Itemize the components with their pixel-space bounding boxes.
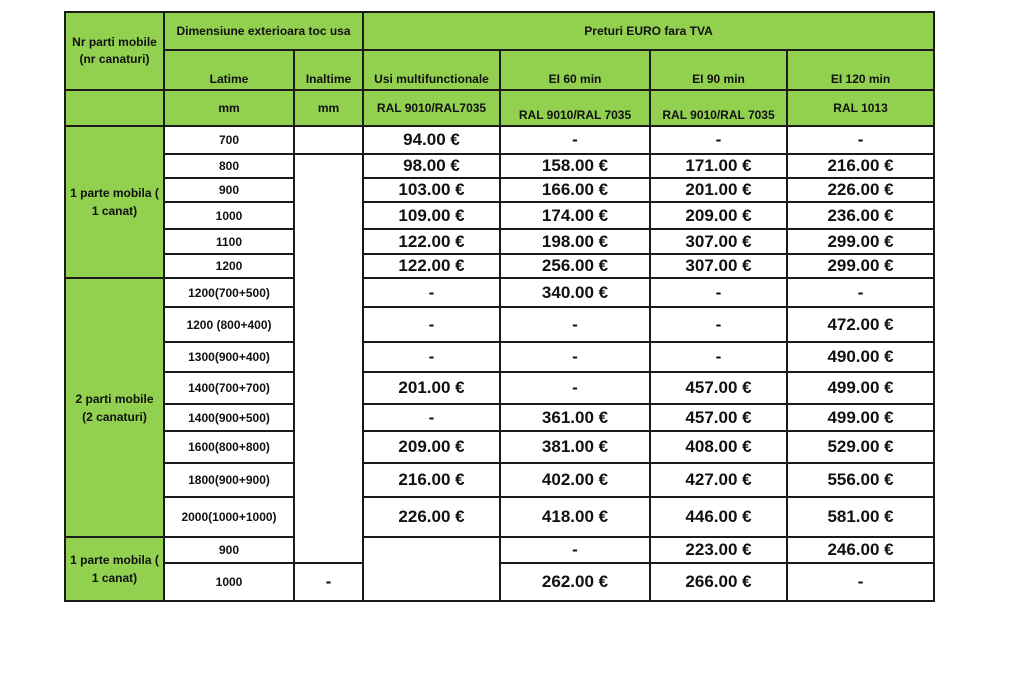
width-cell: 1000 <box>164 202 294 229</box>
price-ei120: - <box>787 126 934 154</box>
price-ei120: 236.00 € <box>787 202 934 229</box>
price-multi: - <box>363 404 500 431</box>
price-ei120: 226.00 € <box>787 178 934 202</box>
price-multi: 94.00 € <box>363 126 500 154</box>
group-label: 1 parte mobila ( 1 canat) <box>65 537 164 601</box>
header-ei60: EI 60 min <box>500 50 650 90</box>
price-ei90: - <box>650 342 787 372</box>
price-ei120: 299.00 € <box>787 229 934 254</box>
table-row <box>65 563 934 601</box>
price-table <box>64 11 935 602</box>
price-ei90: - <box>650 278 787 307</box>
group-label: 1 parte mobila ( 1 canat) <box>65 126 164 278</box>
price-ei120: 299.00 € <box>787 254 934 278</box>
table-row <box>65 404 934 431</box>
table-row <box>65 537 934 563</box>
table-row <box>65 431 934 463</box>
price-ei60: 166.00 € <box>500 178 650 202</box>
price-multi: 103.00 € <box>363 178 500 202</box>
price-ei90: - <box>650 126 787 154</box>
price-ei60: - <box>500 307 650 342</box>
width-cell: 1300(900+400) <box>164 342 294 372</box>
table-row <box>65 178 934 202</box>
price-ei60: 223.00 € <box>650 537 787 563</box>
price-ei90: 307.00 € <box>650 229 787 254</box>
width-cell: 1100 <box>164 229 294 254</box>
price-ei90: 266.00 € <box>650 563 787 601</box>
price-ei90: 209.00 € <box>650 202 787 229</box>
ral-ei90: RAL 9010/RAL 7035 <box>650 90 787 126</box>
price-ei90: 246.00 € <box>787 537 934 563</box>
price-ei60: - <box>500 342 650 372</box>
price-ei120: 472.00 € <box>787 307 934 342</box>
header-nr-parti: Nr parti mobile (nr canaturi) <box>65 12 164 90</box>
price-multi: - <box>363 342 500 372</box>
price-multi: - <box>500 537 650 563</box>
ral-ei60: RAL 9010/RAL 7035 <box>500 90 650 126</box>
price-ei120: 581.00 € <box>787 497 934 537</box>
width-cell: 1000 <box>164 563 294 601</box>
height-cell <box>363 537 500 601</box>
price-ei90: 307.00 € <box>650 254 787 278</box>
price-ei60: 174.00 € <box>500 202 650 229</box>
width-cell: 800 <box>164 154 294 178</box>
price-ei60: 256.00 € <box>500 254 650 278</box>
price-ei90: 201.00 € <box>650 178 787 202</box>
height-cell-empty <box>294 126 363 154</box>
width-cell: 1600(800+800) <box>164 431 294 463</box>
width-cell: 700 <box>164 126 294 154</box>
price-ei90: 446.00 € <box>650 497 787 537</box>
table-row <box>65 154 934 178</box>
price-ei90: 171.00 € <box>650 154 787 178</box>
width-cell: 900 <box>164 178 294 202</box>
width-cell: 1400(900+500) <box>164 404 294 431</box>
price-ei60: - <box>500 372 650 404</box>
price-multi: 201.00 € <box>363 372 500 404</box>
table-row <box>65 342 934 372</box>
table-row <box>65 278 934 307</box>
price-ei120: 499.00 € <box>787 372 934 404</box>
header-ei120: EI 120 min <box>787 50 934 90</box>
price-ei90: 457.00 € <box>650 372 787 404</box>
price-ei60: 262.00 € <box>500 563 650 601</box>
price-multi: 109.00 € <box>363 202 500 229</box>
price-multi: 122.00 € <box>363 254 500 278</box>
ral-multi: RAL 9010/RAL7035 <box>363 90 500 126</box>
price-ei90: - <box>650 307 787 342</box>
table-row <box>65 307 934 342</box>
price-ei90: 427.00 € <box>650 463 787 497</box>
price-ei60: 158.00 € <box>500 154 650 178</box>
price-multi: 98.00 € <box>363 154 500 178</box>
width-cell: 1200 <box>164 254 294 278</box>
table-row <box>65 463 934 497</box>
header-usi-multifunctionale: Usi multifunctionale <box>363 50 500 90</box>
price-multi: - <box>363 307 500 342</box>
width-cell: 1800(900+900) <box>164 463 294 497</box>
price-ei120: - <box>787 563 934 601</box>
price-ei120: 499.00 € <box>787 404 934 431</box>
price-multi: - <box>294 563 363 601</box>
table-row <box>65 126 934 154</box>
header-inaltime: Inaltime <box>294 50 363 90</box>
price-multi: 122.00 € <box>363 229 500 254</box>
width-cell: 1200 (800+400) <box>164 307 294 342</box>
width-cell: 2000(1000+1000) <box>164 497 294 537</box>
header-preturi: Preturi EURO fara TVA <box>363 12 934 50</box>
width-cell: 1200(700+500) <box>164 278 294 307</box>
table-row <box>65 254 934 278</box>
table-row <box>65 202 934 229</box>
price-ei60: 361.00 € <box>500 404 650 431</box>
group-label: 2 parti mobile (2 canaturi) <box>65 278 164 537</box>
price-ei120: 216.00 € <box>787 154 934 178</box>
price-multi: 226.00 € <box>363 497 500 537</box>
price-ei60: 402.00 € <box>500 463 650 497</box>
header-blank-cell <box>65 90 164 126</box>
table-row <box>65 229 934 254</box>
price-ei60: 340.00 € <box>500 278 650 307</box>
table-row <box>65 497 934 537</box>
price-ei60: 198.00 € <box>500 229 650 254</box>
width-cell: 900 <box>164 537 294 563</box>
price-ei120: 529.00 € <box>787 431 934 463</box>
price-ei90: 408.00 € <box>650 431 787 463</box>
header-dimensiune: Dimensiune exterioara toc usa <box>164 12 363 50</box>
price-ei120: 490.00 € <box>787 342 934 372</box>
price-ei120: - <box>787 278 934 307</box>
ral-ei120: RAL 1013 <box>787 90 934 126</box>
unit-inaltime: mm <box>294 90 363 126</box>
price-ei90: 457.00 € <box>650 404 787 431</box>
price-multi: 216.00 € <box>363 463 500 497</box>
price-ei60: - <box>500 126 650 154</box>
width-cell: 1400(700+700) <box>164 372 294 404</box>
header-latime: Latime <box>164 50 294 90</box>
header-ei90: EI 90 min <box>650 50 787 90</box>
unit-latime: mm <box>164 90 294 126</box>
price-ei60: 381.00 € <box>500 431 650 463</box>
table-row <box>65 372 934 404</box>
price-multi: - <box>363 278 500 307</box>
price-multi: 209.00 € <box>363 431 500 463</box>
height-cell <box>294 154 363 563</box>
price-ei60: 418.00 € <box>500 497 650 537</box>
price-ei120: 556.00 € <box>787 463 934 497</box>
